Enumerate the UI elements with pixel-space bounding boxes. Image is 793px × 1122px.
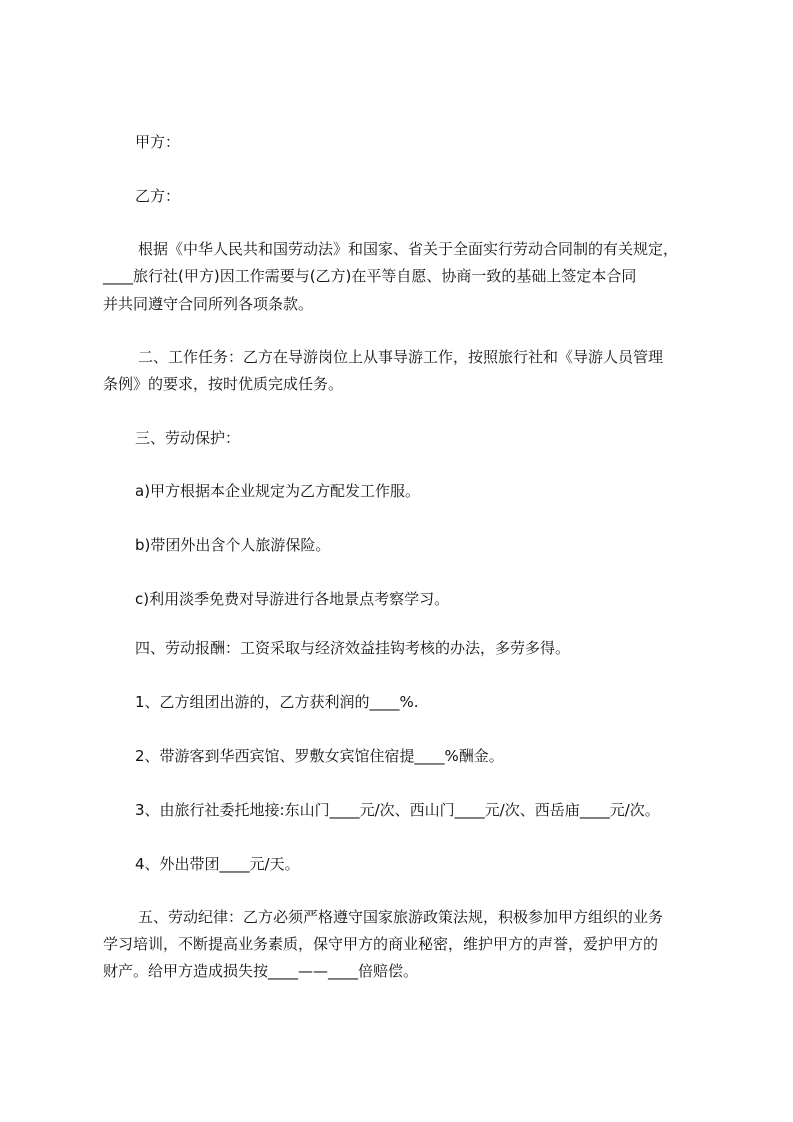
section-3-title: 三、劳动保护： <box>135 429 241 447</box>
section-5-line-3: 财产。给甲方造成损失按____——____倍赔偿。 <box>103 962 419 980</box>
section-2-line-1: 二、工作任务：乙方在导游岗位上从事导游工作，按照旅行社和《导游人员管理 <box>138 348 664 366</box>
section-4-item-2: 2、带游客到华西宾馆、罗敷女宾馆住宿提____%酬金。 <box>135 747 504 765</box>
section-4-item-3: 3、由旅行社委托地接:东山门____元/次、西山门____元/次、西岳庙____元/次。 <box>135 801 660 819</box>
section-3-item-c: c)利用淡季免费对导游进行各地景点考察学习。 <box>135 590 450 608</box>
section-4-item-1: 1、乙方组团出游的，乙方获利润的____%. <box>135 693 419 711</box>
section-4-title: 四、劳动报酬：工资采取与经济效益挂钩考核的办法，多劳多得。 <box>135 639 571 657</box>
intro-line-1: 根据《中华人民共和国劳动法》和国家、省关于全面实行劳动合同制的有关规定， <box>138 240 679 258</box>
intro-line-3: 并共同遵守合同所列各项条款。 <box>103 295 314 313</box>
section-5-line-1: 五、劳动纪律：乙方必须严格遵守国家旅游政策法规，积极参加甲方组织的业务 <box>138 908 664 926</box>
intro-line-2: ____旅行社(甲方)因工作需要与(乙方)在平等自愿、协商一致的基础上签定本合同 <box>103 267 637 285</box>
section-5-line-2: 学习培训，不断提高业务素质，保守甲方的商业秘密，维护甲方的声誉，爱护甲方的 <box>103 935 659 953</box>
section-2-line-2: 条例》的要求，按时优质完成任务。 <box>103 375 344 393</box>
section-3-item-b: b)带团外出含个人旅游保险。 <box>135 536 331 554</box>
section-4-item-4: 4、外出带团____元/天。 <box>135 855 300 873</box>
party-b-label: 乙方： <box>135 187 181 205</box>
party-a-label: 甲方： <box>135 133 181 151</box>
section-3-item-a: a)甲方根据本企业规定为乙方配发工作服。 <box>135 482 421 500</box>
